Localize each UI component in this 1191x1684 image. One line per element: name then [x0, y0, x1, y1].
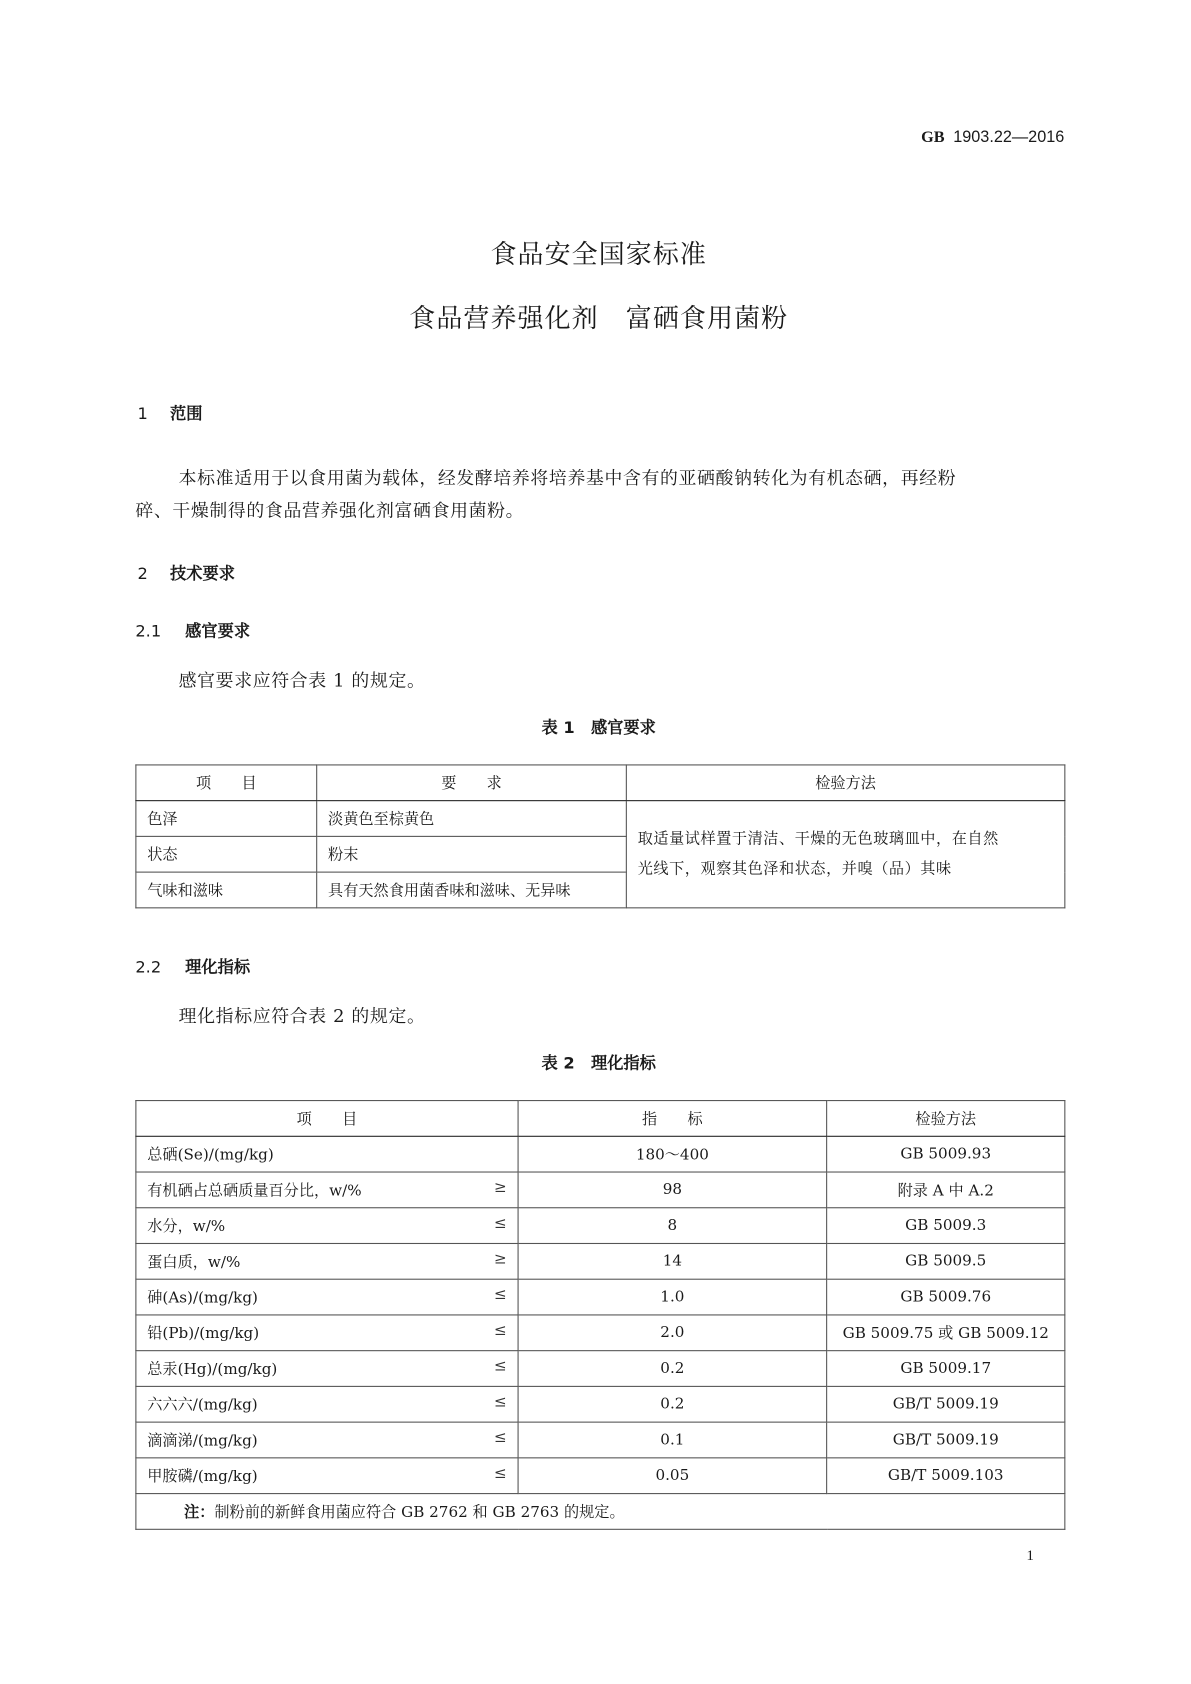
header-cell: 要 求 — [317, 765, 627, 801]
item-label: 蛋白质，w/% — [147, 1253, 241, 1272]
header-cell: 检验方法 — [827, 1101, 1065, 1137]
note-text: 制粉前的新鲜食用菌应符合 GB 2762 和 GB 2763 的规定。 — [214, 1503, 625, 1522]
scope-para-line-2: 碎、干燥制得的食品营养强化剂富硒食用菌粉。 — [135, 500, 525, 521]
item-cell — [136, 1243, 518, 1279]
item-cell: 状态 — [136, 836, 317, 872]
title-line-1: 食品安全国家标准 — [490, 239, 708, 270]
section-2-heading — [138, 562, 235, 585]
value-cell: 0.2 — [518, 1386, 827, 1422]
note-label: 注： — [184, 1503, 215, 1522]
section-2-2-heading — [135, 955, 250, 978]
note-cell — [136, 1494, 1065, 1530]
comparison-symbol: ≤ — [493, 1321, 507, 1340]
method-cell: GB/T 5009.19 — [827, 1422, 1065, 1458]
table-row — [136, 1458, 1065, 1494]
method-cell — [626, 801, 1064, 908]
requirement-cell: 具有天然食用菌香味和滋味、无异味 — [317, 872, 627, 908]
table-header-row — [136, 1101, 1065, 1137]
scope-para-line-1: 本标准适用于以食用菌为载体，经发酵培养将培养基中含有的亚硒酸钠转化为有机态硒，再经粉 — [178, 467, 957, 489]
table-row — [136, 801, 1065, 837]
table-row — [136, 1136, 1065, 1172]
code-number: 1903.22—2016 — [953, 127, 1065, 147]
table-1-sensory — [135, 764, 1065, 908]
item-cell — [136, 1422, 518, 1458]
item-cell: 气味和滋味 — [136, 872, 317, 908]
method-cell: GB 5009.93 — [827, 1136, 1065, 1172]
item-label: 水分，w/% — [147, 1218, 226, 1236]
section-title: 范围 — [169, 403, 203, 424]
table-row — [136, 1351, 1065, 1387]
value-cell: 14 — [518, 1243, 827, 1279]
item-cell — [136, 1315, 518, 1351]
table-2-caption: 表 2 理化指标 — [541, 1053, 656, 1073]
item-cell — [136, 1279, 518, 1315]
table-2-physicochemical — [135, 1100, 1065, 1530]
value-cell: 1.0 — [518, 1279, 827, 1315]
comparison-symbol: ≤ — [493, 1357, 507, 1376]
method-cell: GB 5009.5 — [827, 1243, 1065, 1279]
value-cell: 98 — [518, 1172, 827, 1208]
standard-code — [921, 128, 1064, 147]
comparison-symbol: ≤ — [493, 1286, 507, 1304]
section-title: 技术要求 — [169, 564, 235, 584]
table-1-caption: 表 1 感官要求 — [541, 717, 656, 738]
method-cell: GB 5009.17 — [827, 1351, 1065, 1387]
item-label: 甲胺磷/(mg/kg) — [147, 1468, 258, 1486]
table-row — [136, 1172, 1065, 1208]
table-row — [136, 1279, 1065, 1315]
section-2-1-heading — [135, 619, 250, 642]
method-cell: GB/T 5009.19 — [827, 1386, 1065, 1422]
item-cell — [136, 1208, 518, 1244]
comparison-symbol: ≤ — [493, 1214, 507, 1233]
comparison-symbol: ≤ — [493, 1393, 507, 1411]
comparison-symbol: ≥ — [493, 1179, 507, 1197]
section-1-heading — [138, 402, 203, 425]
item-label: 滴滴涕/(mg/kg) — [147, 1432, 258, 1450]
method-line-2: 光线下，观察其色泽和状态，并嗅（品）其味 — [637, 860, 952, 879]
header-cell: 项 目 — [136, 1101, 518, 1137]
item-cell — [136, 1136, 518, 1172]
value-cell: 0.2 — [518, 1351, 827, 1387]
method-cell: GB/T 5009.103 — [827, 1458, 1065, 1494]
item-label: 有机硒占总硒质量百分比，w/% — [147, 1182, 362, 1200]
item-label: 总汞(Hg)/(mg/kg) — [147, 1360, 278, 1379]
item-cell — [136, 1172, 518, 1208]
code-prefix: GB — [921, 128, 945, 147]
value-cell: 2.0 — [518, 1315, 827, 1351]
comparison-symbol: ≤ — [493, 1464, 507, 1483]
item-cell — [136, 1351, 518, 1387]
comparison-symbol: ≤ — [493, 1429, 507, 1447]
method-cell: GB 5009.3 — [827, 1208, 1065, 1244]
title-line-2: 食品营养强化剂 富硒食用菌粉 — [409, 303, 789, 334]
table-row — [136, 1208, 1065, 1244]
section-number: 1 — [137, 403, 148, 424]
page-number: 1 — [1026, 1548, 1034, 1565]
section-2-1-para: 感官要求应符合表 1 的规定。 — [178, 670, 426, 691]
item-label: 铅(Pb)/(mg/kg) — [147, 1325, 260, 1343]
requirement-cell: 粉末 — [317, 836, 627, 872]
table-row — [136, 1386, 1065, 1422]
item-label: 总硒(Se)/(mg/kg) — [147, 1146, 274, 1164]
method-cell: 附录 A 中 A.2 — [827, 1172, 1065, 1208]
item-cell — [136, 1386, 518, 1422]
method-line-1: 取适量试样置于清洁、干燥的无色玻璃皿中，在自然 — [637, 830, 999, 848]
value-cell: 0.1 — [518, 1422, 827, 1458]
section-number: 2.1 — [135, 621, 162, 641]
section-number: 2.2 — [135, 957, 162, 977]
value-cell: 180～400 — [518, 1136, 827, 1172]
header-cell: 项 目 — [136, 765, 317, 801]
item-label: 砷(As)/(mg/kg) — [147, 1289, 258, 1307]
section-number: 2 — [137, 564, 148, 584]
item-cell: 色泽 — [136, 801, 317, 837]
method-cell: GB 5009.75 或 GB 5009.12 — [827, 1315, 1065, 1351]
section-title: 理化指标 — [185, 957, 251, 977]
table-header-row — [136, 765, 1065, 801]
table-row — [136, 1315, 1065, 1351]
table-row — [136, 1422, 1065, 1458]
comparison-symbol: ≥ — [493, 1250, 507, 1268]
method-cell: GB 5009.76 — [827, 1279, 1065, 1315]
table-row — [136, 1243, 1065, 1279]
value-cell: 0.05 — [518, 1458, 827, 1494]
item-label: 六六六/(mg/kg) — [147, 1396, 258, 1415]
section-title: 感官要求 — [185, 621, 251, 641]
table-note-row — [136, 1494, 1065, 1530]
item-cell — [136, 1458, 518, 1494]
requirement-cell: 淡黄色至棕黄色 — [317, 801, 627, 837]
section-2-2-para: 理化指标应符合表 2 的规定。 — [178, 1005, 426, 1027]
header-cell: 检验方法 — [626, 765, 1064, 801]
header-cell: 指 标 — [518, 1101, 827, 1137]
value-cell: 8 — [518, 1208, 827, 1244]
